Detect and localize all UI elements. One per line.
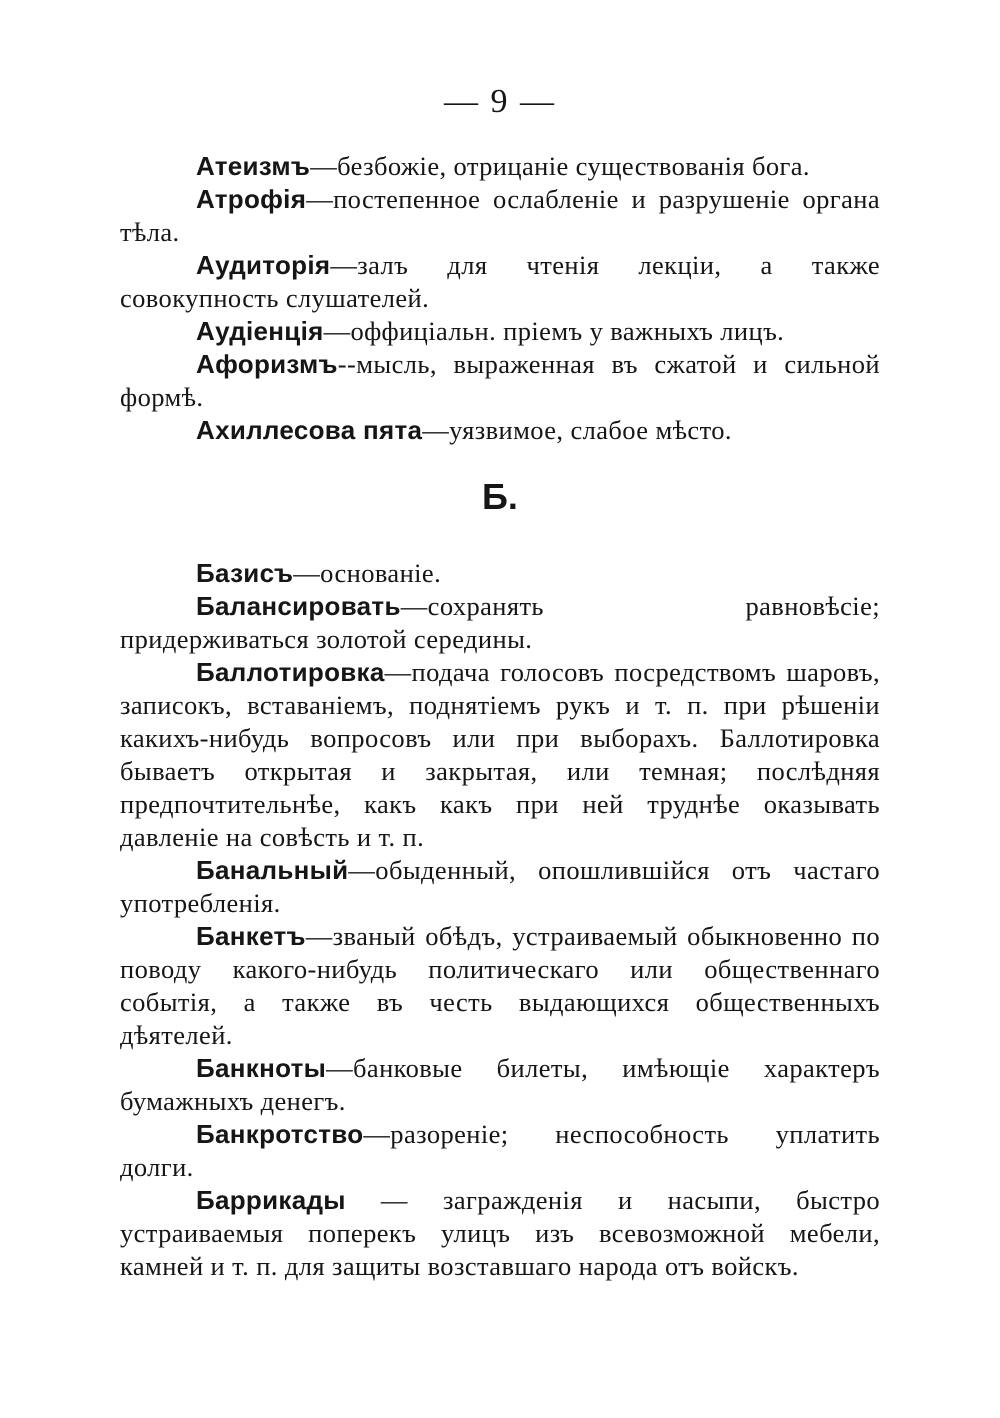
entry-term: Ахиллесова пята [196, 415, 423, 445]
dictionary-entry [120, 414, 880, 447]
dictionary-entry [120, 315, 880, 348]
page-number: — 9 — [444, 83, 556, 120]
dictionary-entry [120, 183, 880, 249]
entry-definition: —постепенное ослабленіе и разрушеніе органа тѣла. [120, 184, 880, 247]
entry-term: Баллотировка [196, 657, 385, 687]
entry-term: Аудіенція [196, 316, 324, 346]
section-a [120, 150, 880, 447]
dictionary-entry [120, 249, 880, 315]
dictionary-entry [120, 854, 880, 920]
dictionary-entry [120, 348, 880, 414]
entry-definition: —обыденный, опошлившійся отъ частаго употребленія. [120, 855, 880, 918]
entry-definition: —залъ для чтенія лекціи, а также совокупность слушателей. [120, 250, 880, 313]
entry-definition: —безбожіе, отрицаніе существованія бога. [310, 151, 810, 181]
entry-term: Банальный [196, 855, 349, 885]
entry-term: Банкротство [196, 1119, 364, 1149]
entry-definition: —разореніе; неспособность уплатить долги. [120, 1119, 880, 1182]
entry-definition: — загражденія и насыпи, быстро устраиваемыя поперекъ улицъ изъ всевозможной мебели, камней и т. п. для защиты возставшаго народа отъ войскъ. [120, 1185, 880, 1281]
dictionary-entry [120, 1184, 880, 1283]
dictionary-entry [120, 920, 880, 1052]
entry-definition: —основаніе. [293, 558, 442, 588]
entry-term: Афоризмъ [196, 349, 338, 379]
entry-definition: —банковые билеты, имѣющіе характеръ бумажныхъ денегъ. [120, 1053, 880, 1116]
entry-term: Баррикады [196, 1185, 346, 1215]
entry-definition: —званый обѣдъ, устраиваемый обыкновенно по поводу какого-нибудь политическаго или общественнаго событія, а также въ честь выдающихся общественныхъ дѣятелей. [120, 921, 880, 1050]
dictionary-entry [120, 1052, 880, 1118]
entry-term: Балансировать [196, 591, 401, 621]
entry-definition: —оффиціальн. пріемъ у важныхъ лицъ. [323, 316, 785, 346]
entry-definition: —уязвимое, слабое мѣсто. [422, 415, 732, 445]
dictionary-entry [120, 656, 880, 854]
section-heading: Б. [482, 476, 518, 517]
section-b [120, 557, 880, 1283]
entry-term: Атеизмъ [196, 151, 311, 181]
dictionary-entry [120, 557, 880, 590]
entry-definition: —сохранять равновѣсіе; придерживаться золотой середины. [120, 591, 880, 654]
entry-term: Банкноты [196, 1053, 327, 1083]
entry-definition: --мысль, выраженная въ сжатой и сильной формѣ. [120, 349, 880, 412]
entry-term: Банкетъ [196, 921, 306, 951]
dictionary-entry [120, 590, 880, 656]
dictionary-entry [120, 150, 880, 183]
entry-term: Аудиторія [196, 250, 331, 280]
dictionary-entry [120, 1118, 880, 1184]
entry-definition: —подача голосовъ посредствомъ шаровъ, записокъ, вставаніемъ, поднятіемъ рукъ и т. п. при рѣшеніи какихъ-нибудь вопросовъ или при выборахъ. Баллотировка бываетъ открытая и закрытая, или темная; послѣдняя предпочтительнѣе, какъ какъ при ней труднѣе оказывать давленіе на совѣсть и т. п. [120, 657, 880, 852]
entry-term: Базисъ [196, 558, 294, 588]
entry-term: Атрофія [196, 184, 307, 214]
page-content [120, 150, 880, 1283]
